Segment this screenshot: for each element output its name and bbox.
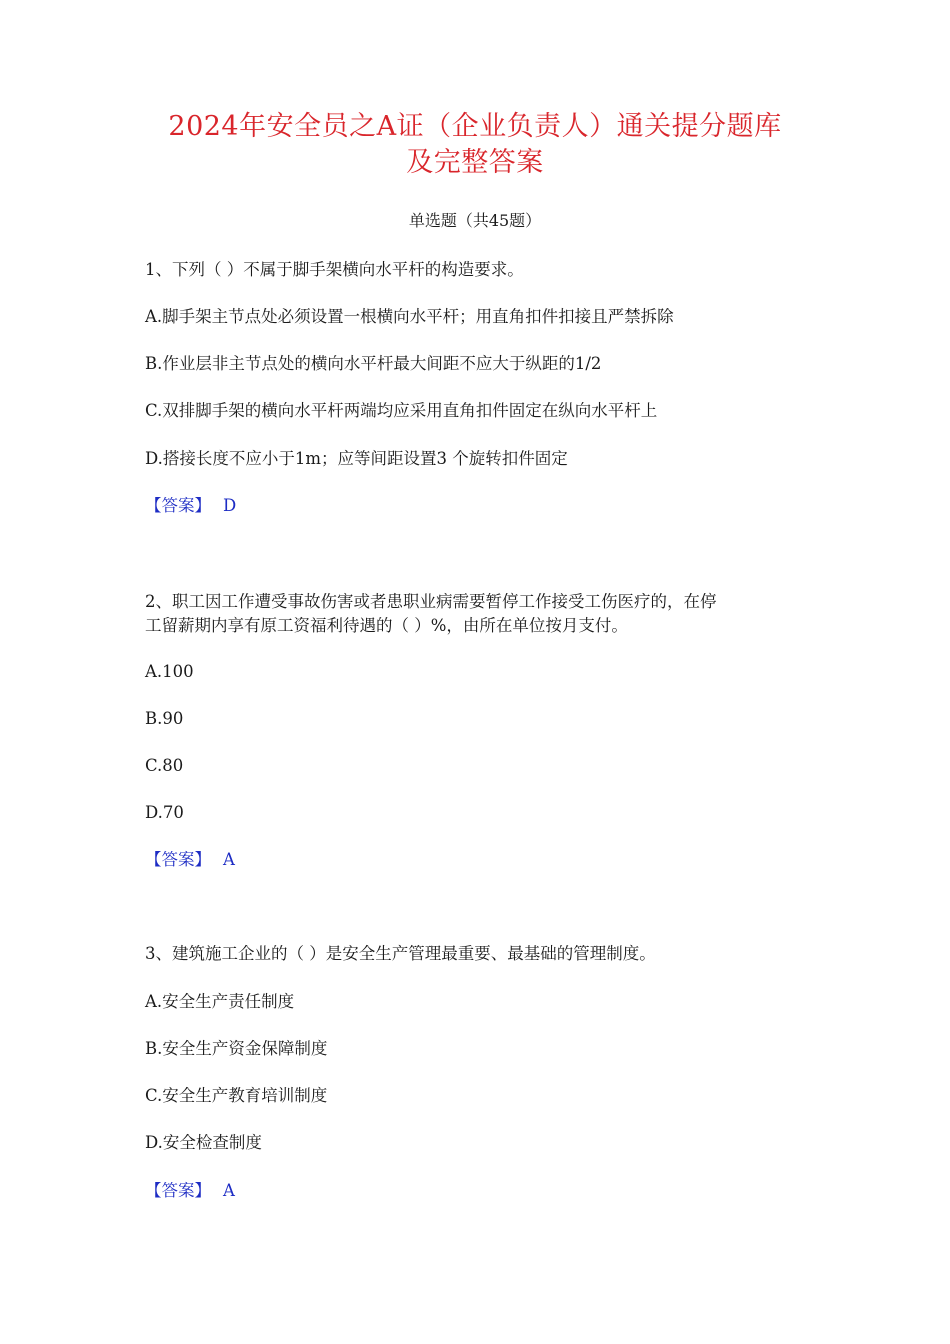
document-title-line-2: 及完整答案 xyxy=(406,147,544,178)
option-d: D.70 xyxy=(145,803,184,822)
answer-line xyxy=(145,494,825,518)
option-a: A.100 xyxy=(145,662,194,681)
answer-line xyxy=(145,1179,825,1203)
option-a: A.安全生产责任制度 xyxy=(145,992,295,1011)
option-c: C.双排脚手架的横向水平杆两端均应采用直角扣件固定在纵向水平杆上 xyxy=(145,401,658,420)
question-stem-line-2: 工留薪期内享有原工资福利待遇的（ ）%，由所在单位按月支付。 xyxy=(145,616,628,635)
option-c: C.80 xyxy=(145,756,184,775)
answer-line xyxy=(145,848,825,872)
option-d: D.安全检查制度 xyxy=(145,1133,262,1152)
question-stem: 1、下列（ ）不属于脚手架横向水平杆的构造要求。 xyxy=(145,260,524,279)
option-a: A.脚手架主节点处必须设置一根横向水平杆；用直角扣件扣接且严禁拆除 xyxy=(145,307,674,326)
question-stem: 3、建筑施工企业的（ ）是安全生产管理最重要、最基础的管理制度。 xyxy=(145,944,656,963)
answer-value: A xyxy=(223,850,235,869)
option-b: B.90 xyxy=(145,709,184,728)
option-d: D.搭接长度不应小于1m；应等间距设置3 个旋转扣件固定 xyxy=(145,449,568,468)
option-b: B.安全生产资金保障制度 xyxy=(145,1039,328,1058)
document-title-line-1: 2024年安全员之A证（企业负责人）通关提分题库 xyxy=(168,111,782,142)
answer-label: 【答案】 xyxy=(145,496,211,515)
answer-value: D xyxy=(223,496,237,515)
question-stem-line-1: 2、职工因工作遭受事故伤害或者患职业病需要暂停工作接受工伤医疗的，在停 xyxy=(145,592,717,611)
answer-label: 【答案】 xyxy=(145,850,211,869)
section-heading: 单选题（共45题） xyxy=(408,211,542,230)
answer-label: 【答案】 xyxy=(145,1181,211,1200)
option-b: B.作业层非主节点处的横向水平杆最大间距不应大于纵距的1/2 xyxy=(145,354,602,373)
option-c: C.安全生产教育培训制度 xyxy=(145,1086,328,1105)
answer-value: A xyxy=(223,1181,235,1200)
